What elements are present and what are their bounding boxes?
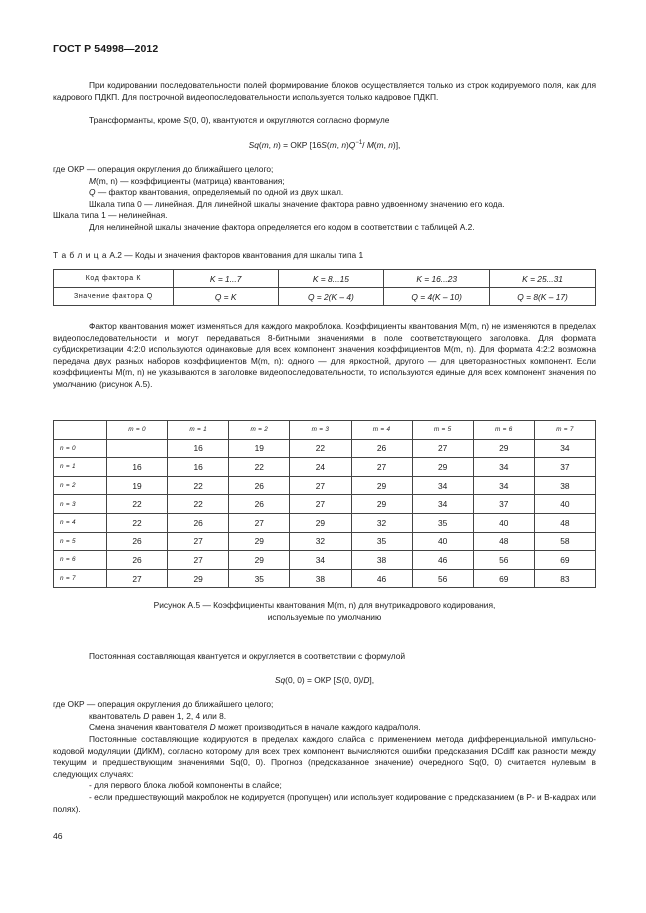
matrix-cell: 40 bbox=[534, 495, 595, 514]
table-cell: Q = K bbox=[173, 288, 278, 306]
matrix-cell: 26 bbox=[107, 532, 168, 551]
matrix-cell: 34 bbox=[534, 439, 595, 458]
matrix-cell: 35 bbox=[412, 513, 473, 532]
quantizer-change: Смена значения квантователя D может производиться в начале каждого кадра/поля. bbox=[89, 722, 421, 732]
matrix-cell: 26 bbox=[229, 476, 290, 495]
matrix-row-header: n = 7 bbox=[54, 569, 107, 588]
matrix-cell: 32 bbox=[351, 513, 412, 532]
definition-q: Q — фактор квантования, определяемый по одной из двух шкал. bbox=[89, 187, 344, 197]
matrix-cell: 27 bbox=[290, 495, 351, 514]
matrix-column-header: m = 1 bbox=[168, 421, 229, 440]
matrix-cell: 35 bbox=[229, 569, 290, 588]
matrix-cell: 29 bbox=[290, 513, 351, 532]
table-a2-row-codes bbox=[54, 270, 596, 288]
matrix-cell: 34 bbox=[473, 458, 534, 477]
formula-dc: Sq(0, 0) = ОКР [S(0, 0)/D], bbox=[274, 675, 375, 685]
matrix-cell: 38 bbox=[351, 551, 412, 570]
matrix-corner-cell bbox=[54, 421, 107, 440]
matrix-cell: 16 bbox=[107, 458, 168, 477]
scale-type-1: Шкала типа 1 — нелинейная. bbox=[53, 210, 168, 220]
table-a2-head-code: Код фактора К bbox=[54, 270, 174, 288]
where-clause: где ОКР — операция округления до ближайшего целого; bbox=[53, 164, 274, 174]
matrix-cell: 22 bbox=[168, 495, 229, 514]
matrix-cell: 29 bbox=[229, 551, 290, 570]
matrix-row bbox=[54, 532, 596, 551]
quantizer-values: квантователь D равен 1, 2, 4 или 8. bbox=[89, 711, 227, 721]
matrix-cell: 16 bbox=[168, 439, 229, 458]
matrix-column-header: m = 0 bbox=[107, 421, 168, 440]
matrix-cell: 37 bbox=[534, 458, 595, 477]
table-cell: K = 8...15 bbox=[278, 270, 384, 288]
matrix-cell: 27 bbox=[107, 569, 168, 588]
matrix-cell: 48 bbox=[473, 532, 534, 551]
matrix-cell: 34 bbox=[412, 495, 473, 514]
table-a2 bbox=[53, 269, 596, 306]
matrix-cell: 27 bbox=[290, 476, 351, 495]
matrix-cell bbox=[107, 439, 168, 458]
matrix-row bbox=[54, 551, 596, 570]
matrix-cell: 69 bbox=[473, 569, 534, 588]
table-cell: K = 25...31 bbox=[490, 270, 596, 288]
matrix-cell: 22 bbox=[107, 513, 168, 532]
matrix-column-header: m = 7 bbox=[534, 421, 595, 440]
matrix-cell: 34 bbox=[412, 476, 473, 495]
page-number: 46 bbox=[53, 831, 63, 841]
table-a2-title: Т а б л и ц а А.2 — Коды и значения факторов квантования для шкалы типа 1 bbox=[53, 250, 364, 260]
matrix-cell: 29 bbox=[351, 495, 412, 514]
paragraph-transforms: Трансформанты, кроме S(0, 0), квантуются и округляются согласно формуле bbox=[89, 115, 390, 125]
matrix-cell: 22 bbox=[107, 495, 168, 514]
matrix-cell: 27 bbox=[351, 458, 412, 477]
bullet-previous-macroblock: - если предшествующий макроблок не кодируется (пропущен) или использует кодирование с предсказанием (в Р- и В-кадрах или полях). bbox=[53, 792, 596, 814]
matrix-cell: 27 bbox=[412, 439, 473, 458]
matrix-cell: 37 bbox=[473, 495, 534, 514]
table-quantization-matrix bbox=[53, 420, 596, 588]
matrix-cell: 38 bbox=[534, 476, 595, 495]
matrix-cell: 26 bbox=[351, 439, 412, 458]
matrix-cell: 29 bbox=[351, 476, 412, 495]
paragraph-dc-component: Постоянная составляющая квантуется и округляется в соответствии с формулой bbox=[89, 651, 406, 661]
matrix-column-header: m = 4 bbox=[351, 421, 412, 440]
matrix-header-row bbox=[54, 421, 596, 440]
matrix-cell: 69 bbox=[534, 551, 595, 570]
table-cell: K = 1...7 bbox=[173, 270, 278, 288]
nonlinear-scale-note: Для нелинейной шкалы значение фактора определяется его кодом в соответствии с таблицей А.2. bbox=[89, 222, 475, 232]
formula-quantization: Sq(m, n) = ОКР [16S(m, $n)Q^{-1}/$ M(m, n)], bbox=[248, 140, 401, 150]
matrix-cell: 26 bbox=[168, 513, 229, 532]
matrix-column-header: m = 2 bbox=[229, 421, 290, 440]
document-header: ГОСТ Р 54998—2012 bbox=[53, 43, 159, 55]
figure-caption-line-1: Рисунок А.5 — Коэффициенты квантования M(m, n) для внутрикадрового кодирования, bbox=[153, 600, 496, 610]
matrix-cell: 22 bbox=[290, 439, 351, 458]
matrix-cell: 16 bbox=[168, 458, 229, 477]
matrix-row bbox=[54, 495, 596, 514]
matrix-cell: 32 bbox=[290, 532, 351, 551]
matrix-cell: 83 bbox=[534, 569, 595, 588]
matrix-cell: 27 bbox=[168, 532, 229, 551]
matrix-cell: 56 bbox=[473, 551, 534, 570]
figure-caption-line-2: используемые по умолчанию bbox=[267, 611, 382, 622]
matrix-row bbox=[54, 476, 596, 495]
matrix-row-header: n = 4 bbox=[54, 513, 107, 532]
matrix-cell: 56 bbox=[412, 569, 473, 588]
matrix-row-header: n = 3 bbox=[54, 495, 107, 514]
figure-caption bbox=[53, 600, 596, 623]
matrix-cell: 40 bbox=[412, 532, 473, 551]
matrix-cell: 29 bbox=[168, 569, 229, 588]
matrix-cell: 27 bbox=[229, 513, 290, 532]
matrix-cell: 38 bbox=[290, 569, 351, 588]
matrix-cell: 26 bbox=[229, 495, 290, 514]
matrix-column-header: m = 3 bbox=[290, 421, 351, 440]
matrix-cell: 48 bbox=[534, 513, 595, 532]
matrix-cell: 26 bbox=[107, 551, 168, 570]
matrix-cell: 29 bbox=[473, 439, 534, 458]
matrix-cell: 34 bbox=[290, 551, 351, 570]
table-cell: Q = 2(K – 4) bbox=[278, 288, 384, 306]
table-cell: Q = 4(K – 10) bbox=[384, 288, 490, 306]
matrix-cell: 46 bbox=[412, 551, 473, 570]
where-clause-2: где ОКР — операция округления до ближайшего целого; bbox=[53, 699, 274, 709]
matrix-cell: 19 bbox=[229, 439, 290, 458]
matrix-cell: 46 bbox=[351, 569, 412, 588]
matrix-row bbox=[54, 439, 596, 458]
matrix-row bbox=[54, 513, 596, 532]
matrix-cell: 27 bbox=[168, 551, 229, 570]
matrix-cell: 35 bbox=[351, 532, 412, 551]
matrix-row-header: n = 6 bbox=[54, 551, 107, 570]
matrix-row-header: n = 1 bbox=[54, 458, 107, 477]
definition-m: M(m, n) — коэффициенты (матрица) квантования; bbox=[89, 176, 285, 186]
matrix-column-header: m = 6 bbox=[473, 421, 534, 440]
matrix-row-header: n = 2 bbox=[54, 476, 107, 495]
matrix-cell: 40 bbox=[473, 513, 534, 532]
paragraph-quantization-factor: Фактор квантования может изменяться для каждого макроблока. Коэффициенты квантования M(m, n) не изменяются в пределах видеопоследовательности и могут передаваться 8-битными значениями в поле соответствующего заголовка. Для формата субдискретизации 4:2:0 используются одинаковые для всех компонент значения коэффициентов M(m, n). Для формата 4:2:2 возможна передача двух разных наборов коэффициентов M(m, n): одного — для яркостной, другого — для цветоразностных компонент. Если коэффициенты M(m, n) не указываются в заголовке видеопоследовательности, то используются единые для всех компонент значения по умолчанию (рисунок А.5). bbox=[53, 321, 596, 389]
paragraph-dpcm: Постоянные составляющие кодируются в пределах каждого слайса с применением метода дифференциальной импульсно-кодовой модуляции (ДИКМ), согласно которому для всех трех компонент вычисляются ошибки предсказания DCdiff как разности между текущим и предшествующим значениями Sq(0, 0). Прогноз (предсказанное значение) очередного Sq(0, 0) считается нулевым в следующих случаях: bbox=[53, 734, 596, 779]
matrix-cell: 29 bbox=[229, 532, 290, 551]
matrix-row-header: n = 5 bbox=[54, 532, 107, 551]
table-a2-head-value: Значение фактора Q bbox=[54, 288, 174, 306]
matrix-cell: 22 bbox=[168, 476, 229, 495]
matrix-cell: 34 bbox=[473, 476, 534, 495]
table-a2-row-values bbox=[54, 288, 596, 306]
matrix-cell: 29 bbox=[412, 458, 473, 477]
scale-type-0: Шкала типа 0 — линейная. Для линейной шкалы значение фактора равно удвоенному значению его кода. bbox=[89, 199, 505, 209]
matrix-row bbox=[54, 458, 596, 477]
table-cell: Q = 8(K – 17) bbox=[490, 288, 596, 306]
table-cell: K = 16...23 bbox=[384, 270, 490, 288]
matrix-cell: 24 bbox=[290, 458, 351, 477]
matrix-cell: 19 bbox=[107, 476, 168, 495]
matrix-row bbox=[54, 569, 596, 588]
matrix-row-header: n = 0 bbox=[54, 439, 107, 458]
bullet-first-block: - для первого блока любой компоненты в слайсе; bbox=[89, 780, 282, 790]
matrix-cell: 58 bbox=[534, 532, 595, 551]
paragraph-field-coding: При кодировании последовательности полей формирование блоков осуществляется только из строк кодируемого поля, как для кадрового ПДКП. Для построчной видеопоследовательности используется только кадровое ПДКП. bbox=[53, 80, 596, 102]
matrix-cell: 22 bbox=[229, 458, 290, 477]
matrix-column-header: m = 5 bbox=[412, 421, 473, 440]
